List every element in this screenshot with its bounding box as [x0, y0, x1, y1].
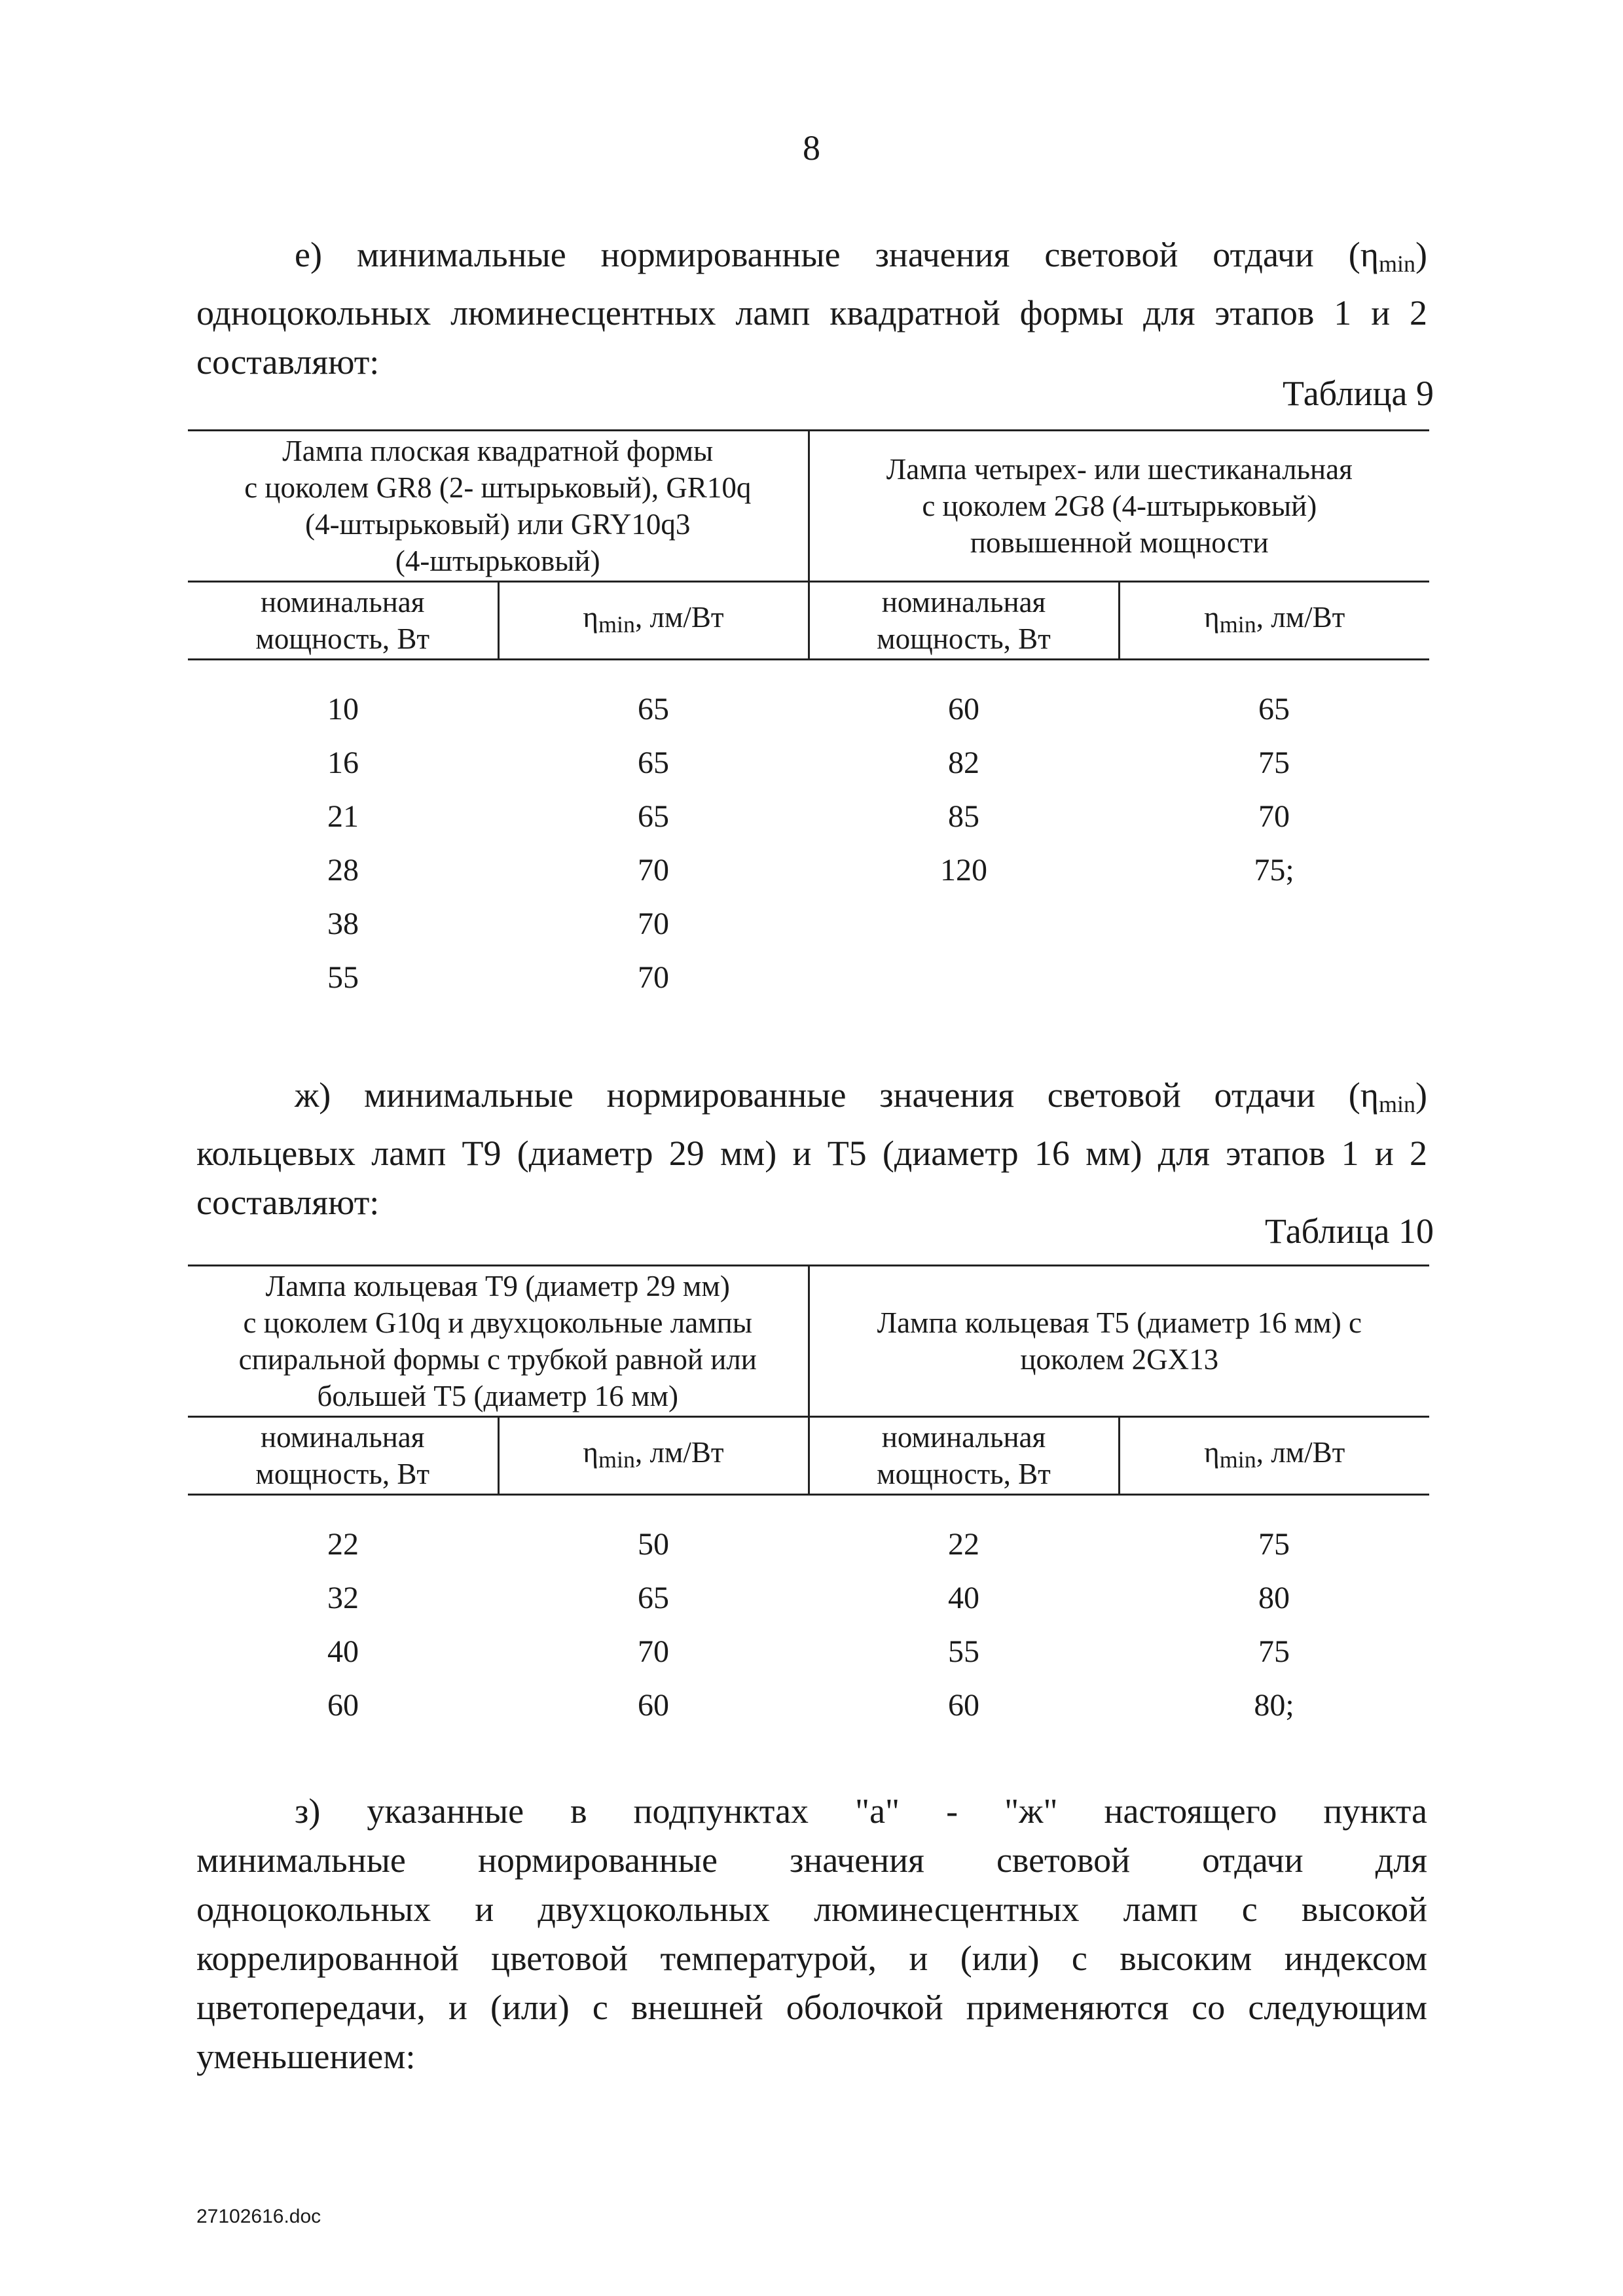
paragraph-z-line-6: уменьшением: — [196, 2037, 416, 2076]
table-10 — [188, 1265, 1429, 1732]
paragraph-z-line-3: одноцокольных и двухцокольных люминесцентных ламп с высокой — [196, 1890, 1427, 1929]
table10-power-header-2: номинальная мощность, Вт — [809, 1417, 1119, 1495]
paragraph-z-line-1: з) указанные в подпунктах "а" - "ж" настоящего пункта — [295, 1791, 1427, 1831]
table-9 — [188, 429, 1429, 1005]
table9-power-header: номинальная мощность, Вт — [188, 582, 498, 660]
paragraph-zh-line-2: кольцевых ламп T9 (диаметр 29 мм) и T5 (диаметр 16 мм) для этапов 1 и 2 — [196, 1134, 1427, 1173]
paragraph-zh-line-1: ж) минимальные нормированные значения световой отдачи $(\eta_{min})$ — [295, 1075, 1427, 1117]
footer-filename: 27102616.doc — [196, 2206, 321, 2227]
table-row: 38 70 — [327, 906, 669, 941]
table9-group2-header: Лампа четырех- или шестиканальная с цоколем 2G8 (4-штырьковый) повышенной мощности — [809, 431, 1429, 582]
paragraph-e — [196, 230, 1427, 387]
page-number: 8 — [803, 128, 820, 168]
table10-eta-header: $\eta_{min}$, лм/Вт — [498, 1417, 809, 1495]
table9-caption: Таблица 9 — [1283, 374, 1434, 413]
paragraph-zh — [196, 1071, 1427, 1227]
paragraph-zh-line-3: составляют: — [196, 1183, 380, 1222]
table-row: 10 65 60 65 — [327, 692, 1290, 726]
table-row: 32 65 40 80 — [327, 1581, 1290, 1615]
table-row: 55 70 — [327, 960, 669, 995]
table10-caption: Таблица 10 — [1265, 1211, 1434, 1251]
table-row: 22 50 22 75 — [327, 1527, 1290, 1562]
table9-eta-header: $\eta_{min}$, лм/Вт — [498, 582, 809, 660]
table-row: 60 60 60 80; — [327, 1688, 1294, 1723]
table-row: 21 65 85 70 — [327, 799, 1290, 834]
table9-eta-header-2: $\eta_{min}$, лм/Вт — [1119, 582, 1429, 660]
table10-power-header: номинальная мощность, Вт — [188, 1417, 498, 1495]
paragraph-z — [196, 1787, 1427, 2081]
paragraph-z-line-5: цветопередачи, и (или) с внешней оболочкой применяются со следующим — [196, 1988, 1427, 2027]
table9-group1-header: Лампа плоская квадратной формы с цоколем GR8 (2- штырьковый), GR10q (4-штырьковый) или GRY10q3 (4-штырьковый) — [188, 431, 809, 582]
paragraph-e-line-1: е) минимальные нормированные значения световой отдачи $(\eta_{min})$ — [295, 235, 1427, 277]
table10-eta-header-2: $\eta_{min}$, лм/Вт — [1119, 1417, 1429, 1495]
paragraph-z-line-2: минимальные нормированные значения световой отдачи для — [196, 1840, 1427, 1880]
table10-group2-header: Лампа кольцевая T5 (диаметр 16 мм) с цоколем 2GX13 — [809, 1266, 1429, 1417]
table-row: 16 65 82 75 — [327, 745, 1290, 780]
table10-group1-header: Лампа кольцевая T9 (диаметр 29 мм) с цоколем G10q и двухцокольные лампы спиральной формы с трубкой равной или большей T5 (диаметр 16 мм) — [188, 1266, 809, 1417]
table-row: 40 70 55 75 — [327, 1634, 1290, 1669]
paragraph-e-line-3: составляют: — [196, 342, 380, 382]
table9-power-header-2: номинальная мощность, Вт — [809, 582, 1119, 660]
table-row: 28 70 120 75; — [327, 853, 1294, 888]
paragraph-e-line-2: одноцокольных люминесцентных ламп квадратной формы для этапов 1 и 2 — [196, 293, 1427, 332]
paragraph-z-line-4: коррелированной цветовой температурой, и (или) с высоким индексом — [196, 1939, 1427, 1978]
